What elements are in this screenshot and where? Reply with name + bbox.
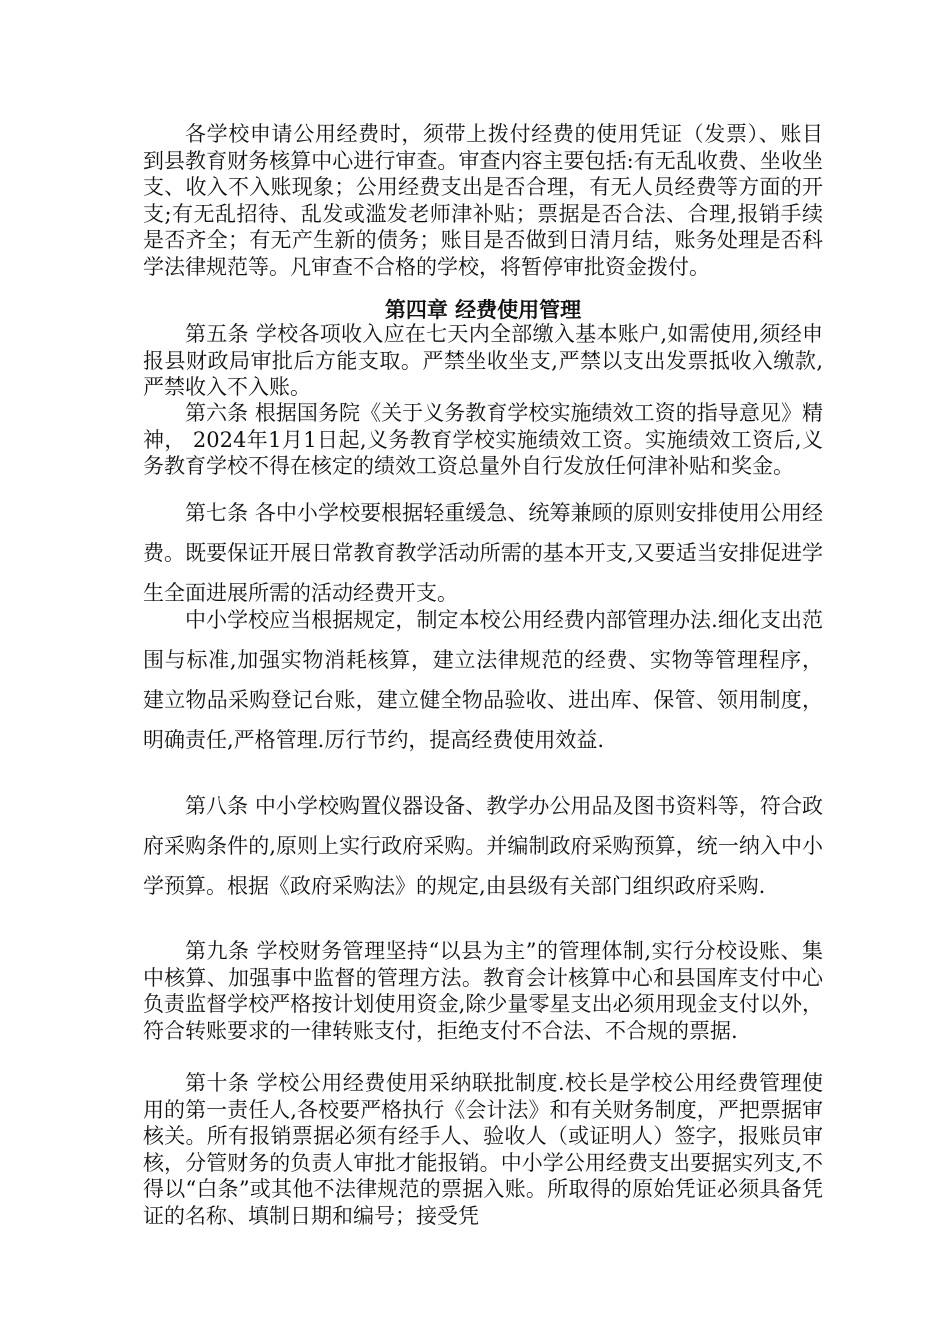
article-9: 第九条 学校财务管理坚持“以县为主”的管理体制,实行分校设账、集中核算、加强事中监督的管理方法。教育会计核算中心和县国库支付中心负责监督学校严格按计划使用资金,除少量零星支出必须用现金支付以外，符合转账要求的一律转账支付，拒绝支付不合法、不合规的票据.: [143, 939, 823, 1043]
chapter-title: 第四章 经费使用管理: [384, 298, 582, 322]
article-6: 第六条 根据国务院《关于义务教育学校实施绩效工资的指导意见》精神， 2024年1月1日起,义务教育学校实施绩效工资。实施绩效工资后,义务教育学校不得在核定的绩效工资总量外自行发放任何津补贴和奖金。: [143, 401, 823, 478]
article-10: 第十条 学校公用经费使用采纳联批制度.校长是学校公用经费管理使用的第一责任人,各校要严格执行《会计法》和有关财务制度，严把票据审核关。所有报销票据必须有经手人、验收人（或证明人）签字，报账员审核，分管财务的负责人审批才能报销。中小学公用经费支出要据实列支,不得以“白条”或其他不法律规范的票据入账。所取得的原始凭证必须具备凭证的名称、填制日期和编号；接受凭: [143, 1071, 823, 1228]
article-7-detail: 中小学校应当根据规定，制定本校公用经费内部管理办法.细化支出范围与标准,加强实物消耗核算，建立法律规范的经费、实物等管理程序， 建立物品采购登记台账，建立健全物品验收、进出库、保管、领用制度，明确责任,严格管理.厉行节约，提高经费使用效益.: [143, 608, 823, 752]
article-8: 第八条 中小学校购置仪器设备、教学办公用品及图书资料等，符合政府采购条件的,原则上实行政府采购。并编制政府采购预算，统一纳入中小学预算。根据《政府采购法》的规定,由县级有关部门组织政府采购.: [143, 794, 823, 898]
intro-paragraph: 各学校申请公用经费时，须带上拨付经费的使用凭证（发票）、账目到县教育财务核算中心进行审查。审查内容主要包括:有无乱收费、坐收坐支、收入不入账现象；公用经费支出是否合理，有无人员经费等方面的开支;有无乱招待、乱发或滥发老师津补贴；票据是否合法、合理,报销手续是否齐全；有无产生新的债务；账目是否做到日清月结，账务处理是否科学法律规范等。凡审查不合格的学校，将暂停审批资金拨付。: [143, 122, 823, 279]
article-5: 第五条 学校各项收入应在七天内全部缴入基本账户,如需使用,须经申报县财政局审批后方能支取。严禁坐收坐支,严禁以支出发票抵收入缴款,严禁收入不入账。: [143, 322, 823, 399]
article-7: 第七条 各中小学校要根据轻重缓急、统筹兼顾的原则安排使用公用经费。既要保证开展日常教育教学活动所需的基本开支,又要适当安排促进学生全面进展所需的活动经费开支。: [143, 501, 823, 605]
